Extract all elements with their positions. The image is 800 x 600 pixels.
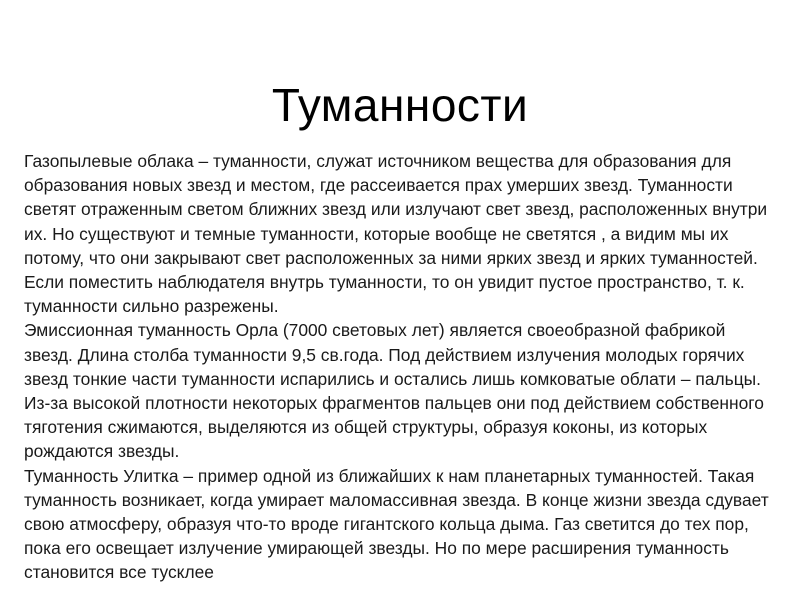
paragraph-nebulae-intro: Газопылевые облака – туманности, служат источником вещества для образования для образования новых звезд и местом, где рассеивается прах умерших звезд. Туманности светят отраженным светом ближних звезд или излучают свет звезд, расположенных внутри их. Но существуют и темные туманности, которые вообще не светятся , а видим мы их потому, что они закрывают свет расположенных за ними ярких звезд и ярких туманностей. Если поместить наблюдателя внутрь туманности, то он увидит пустое пространство, т. к. туманности сильно разрежены. — [24, 151, 768, 317]
slide-title: Туманности — [271, 78, 529, 131]
slide-body — [24, 149, 776, 585]
paragraph-helix-nebula: Туманность Улитка – пример одной из ближайших к нам планетарных туманностей. Такая туманность возникает, когда умирает маломассивная звезда. В конце жизни звезда сдувает свою атмосферу, образуя что-то вроде гигантского кольца дыма. Газ светится до тех пор, пока его освещает излучение умирающей звезды. Но по мере расширения туманность становится все тусклее — [24, 465, 769, 583]
paragraph-eagle-nebula: Эмиссионная туманность Орла (7000 световых лет) является своеобразной фабрикой звезд. Длина столба туманности 9,5 св.года. Под действием излучения молодых горячих звезд тонкие части туманности испарились и остались лишь комковатые облати – пальцы. Из-за высокой плотности некоторых фрагментов пальцев они под действием собственного тяготения сжимаются, выделяются из общей структуры, образуя коконы, из которых рождаются звезды. — [24, 320, 764, 462]
